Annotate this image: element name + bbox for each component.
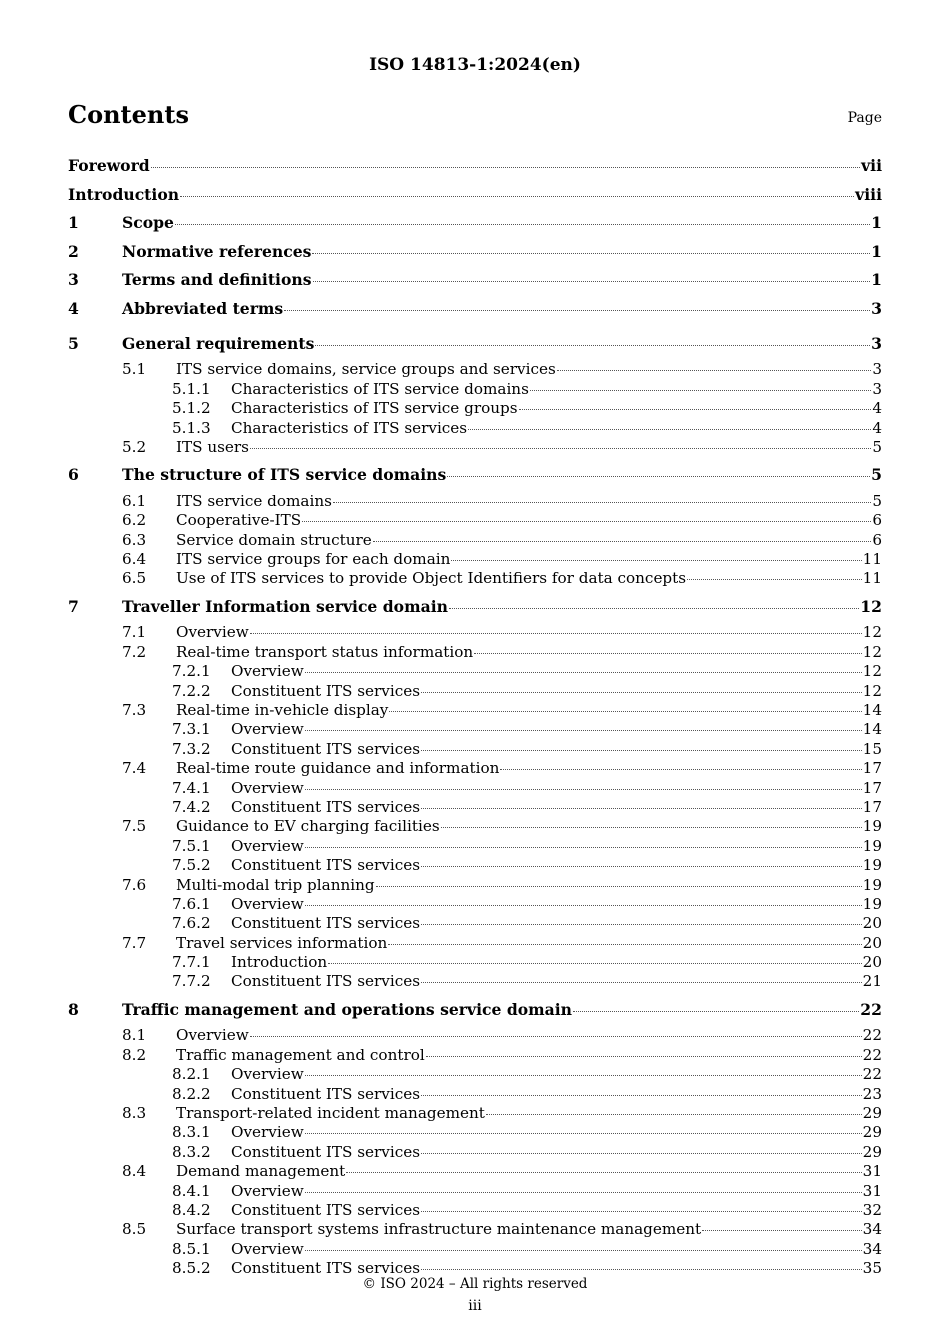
dot-leader (451, 545, 861, 561)
toc-entry-number: 5.1.3 (172, 418, 211, 437)
dot-leader (305, 832, 862, 848)
toc-entry-number: 8.3.2 (172, 1142, 211, 1161)
toc-entry-title: Characteristics of ITS service groups (231, 399, 518, 418)
toc-entry-page: vii (861, 156, 882, 175)
dot-leader (557, 355, 872, 371)
toc-entry-page: 17 (862, 778, 882, 797)
dot-leader (312, 237, 870, 254)
toc-entry-number: 7.5.2 (172, 856, 211, 875)
toc-entry-page: 4 (872, 418, 882, 437)
dot-leader (447, 461, 870, 478)
toc-entry-page: 19 (862, 817, 882, 836)
toc-entry-title: Overview (231, 1239, 304, 1258)
dot-leader (180, 180, 854, 197)
dot-leader (426, 1041, 862, 1057)
toc-entry[interactable] (68, 461, 882, 490)
dot-leader (284, 294, 870, 311)
toc-entry-page: 32 (862, 1200, 882, 1219)
toc-entry-page: 5 (872, 491, 882, 510)
toc-entry-title: General requirements (122, 333, 315, 353)
toc-entry-number: 6.5 (122, 569, 147, 588)
toc-entry-number: 7.7.1 (172, 953, 211, 972)
toc-entry-title: Traffic management and control (176, 1045, 425, 1064)
toc-entry-page: 35 (862, 1259, 882, 1278)
dot-leader (328, 948, 861, 964)
toc-entry-title: Constituent ITS services (231, 1142, 421, 1161)
toc-entry-page: 17 (862, 797, 882, 816)
page-column-label: Page (847, 110, 882, 126)
dot-leader (421, 793, 862, 809)
toc-entry-title: Characteristics of ITS service domains (231, 379, 529, 398)
toc-entry-title: Real-time route guidance and information (176, 759, 500, 778)
dot-leader (302, 506, 871, 522)
toc-entry[interactable] (68, 330, 882, 359)
toc-entry-page: 19 (862, 875, 882, 894)
toc-entry[interactable] (68, 1257, 882, 1276)
toc-entry-title: The structure of ITS service domains (122, 465, 447, 485)
dot-leader (519, 394, 872, 410)
toc-entry-title: Foreword (68, 156, 150, 175)
toc-entry-number: 8.2.1 (172, 1065, 211, 1084)
toc-entry[interactable] (68, 436, 882, 455)
toc-entry-number: 5.1 (122, 360, 147, 379)
toc-entry-page: 3 (872, 360, 882, 379)
toc-entry-title: Use of ITS services to provide Object Identifiers for data concepts (176, 569, 687, 588)
toc-entry-number: 5.1.1 (172, 379, 211, 398)
dot-leader (373, 525, 872, 541)
toc-entry-title: Constituent ITS services (231, 1259, 421, 1278)
toc-entry[interactable] (68, 295, 882, 324)
dot-leader (449, 592, 859, 609)
toc-entry-number: 2 (68, 241, 79, 261)
toc-entry-title: Constituent ITS services (231, 739, 421, 758)
toc-entry-page: 20 (862, 933, 882, 952)
toc-entry-number: 8.2 (122, 1045, 147, 1064)
toc-entry-page: 6 (872, 511, 882, 530)
toc-entry-title: ITS users (176, 437, 249, 456)
toc-entry-number: 8.3.1 (172, 1123, 211, 1142)
dot-leader (313, 266, 871, 283)
toc-entry-number: 7.6 (122, 875, 147, 894)
dot-leader (421, 909, 862, 925)
toc-entry-page: 14 (862, 701, 882, 719)
toc-entry[interactable] (68, 152, 882, 181)
toc-entry-title: Constituent ITS services (231, 797, 421, 816)
dot-leader (702, 1215, 862, 1231)
toc-entry-title: Abbreviated terms (122, 298, 284, 318)
toc-entry-page: 29 (862, 1104, 882, 1123)
toc-entry-number: 7.4.1 (172, 778, 211, 797)
dot-leader (468, 413, 871, 429)
toc-entry-page: 21 (862, 972, 882, 991)
dot-leader (486, 1099, 862, 1115)
toc-entry-title: Overview (176, 623, 249, 642)
toc-entry-number: 7 (68, 596, 79, 616)
toc-entry-title: Demand management (176, 1162, 346, 1181)
document-id-header: ISO 14813-1:2024(en) (369, 55, 581, 75)
toc-entry-number: 5.2 (122, 437, 147, 456)
toc-entry-title: Traffic management and operations service domain (122, 999, 573, 1019)
dot-leader (421, 1079, 862, 1095)
toc-entry-title: Service domain structure (176, 530, 372, 549)
toc-entry-title: ITS service domains (176, 491, 332, 510)
toc-entry-page: 19 (862, 836, 882, 855)
toc-entry-number: 6.1 (122, 491, 147, 510)
dot-leader (305, 773, 862, 789)
dot-leader (421, 851, 862, 867)
toc-entry-title: Normative references (122, 241, 312, 261)
dot-leader (687, 564, 862, 580)
toc-entry-number: 7.3.2 (172, 739, 211, 758)
dot-leader (250, 618, 862, 634)
toc-entry[interactable] (68, 266, 882, 295)
toc-entry-title: Real-time transport status information (176, 642, 474, 661)
toc-entry-page: 12 (860, 596, 882, 616)
toc-entry-number: 7.3.1 (172, 720, 211, 739)
toc-entry-title: Constituent ITS services (231, 1200, 421, 1219)
toc-entry-page: 11 (862, 569, 882, 588)
toc-entry-page: 19 (862, 894, 882, 913)
toc-entry-title: ITS service domains, service groups and services (176, 360, 556, 379)
dot-leader (175, 209, 870, 226)
dot-leader (151, 151, 860, 168)
toc-entry-number: 6.2 (122, 511, 147, 530)
toc-entry-title: Overview (231, 836, 304, 855)
toc-entry-number: 7.4.2 (172, 797, 211, 816)
dot-leader (250, 1021, 862, 1037)
toc-entry-title: Constituent ITS services (231, 856, 421, 875)
dot-leader (500, 754, 861, 770)
toc-entry-title: Traveller Information service domain (122, 596, 448, 616)
dot-leader (421, 676, 862, 692)
toc-entry-page: 34 (862, 1239, 882, 1258)
dot-leader (305, 1176, 862, 1192)
toc-entry-number: 7.2.2 (172, 681, 211, 700)
toc-entry-page: 4 (872, 399, 882, 418)
toc-entry-page: 29 (862, 1142, 882, 1161)
toc-entry-page: 31 (862, 1181, 882, 1200)
toc-entry-number: 7.5 (122, 817, 147, 836)
toc-entry-page: 15 (862, 739, 882, 758)
dot-leader (305, 1235, 862, 1251)
copyright-footer: © ISO 2024 – All rights reserved (362, 1276, 588, 1292)
toc-entry-title: Travel services information (176, 933, 388, 952)
toc-entry-title: Constituent ITS services (231, 914, 421, 933)
dot-leader (305, 1118, 862, 1134)
toc-entry-page: 20 (862, 914, 882, 933)
toc-entry-number: 5 (68, 333, 79, 353)
toc-entry-number: 8.5.2 (172, 1259, 211, 1278)
dot-leader (474, 638, 862, 654)
toc-entry-page: 22 (862, 1026, 882, 1045)
dot-leader (305, 1060, 862, 1076)
dot-leader (421, 1254, 862, 1270)
toc-entry-number: 3 (68, 270, 79, 290)
toc-entry-number: 6.4 (122, 550, 147, 569)
toc-entry-title: Surface transport systems infrastructure maintenance management (176, 1220, 702, 1239)
toc-entry-number: 8.3 (122, 1104, 147, 1123)
toc-entry[interactable] (68, 970, 882, 989)
toc-entry-page: 6 (872, 530, 882, 549)
dot-leader (305, 657, 862, 673)
toc-entry-title: Scope (122, 213, 174, 233)
toc-entry-title: Overview (231, 1123, 304, 1142)
toc-entry-page: 22 (862, 1045, 882, 1064)
toc-entry-number: 8.2.2 (172, 1084, 211, 1103)
dot-leader (530, 375, 871, 391)
toc-entry-page: 12 (862, 681, 882, 700)
dot-leader (305, 715, 862, 731)
toc-entry-number: 6 (68, 465, 79, 485)
toc-entry-title: Overview (176, 1026, 249, 1045)
toc-entry-page: 11 (862, 550, 882, 569)
page-number: iii (468, 1298, 482, 1314)
toc-entry-number: 4 (68, 298, 79, 318)
toc-entry-page: 3 (871, 333, 882, 353)
toc-entry-page: 19 (862, 856, 882, 875)
toc-entry-number: 8.4.2 (172, 1200, 211, 1219)
toc-entry-page: 1 (871, 241, 882, 261)
toc-entry-page: 12 (862, 662, 882, 681)
toc-entry-page: 22 (862, 1065, 882, 1084)
toc-entry-page: 12 (862, 623, 882, 642)
toc-entry-title: Overview (231, 894, 304, 913)
toc-entry-page: 29 (862, 1123, 882, 1142)
contents-title: Contents (68, 100, 189, 129)
toc-entry-number: 7.2.1 (172, 662, 211, 681)
toc-entry-page: 5 (872, 437, 882, 456)
toc-entry-title: ITS service groups for each domain (176, 550, 451, 569)
toc-entry-title: Constituent ITS services (231, 972, 421, 991)
toc-entry-number: 8.4 (122, 1162, 147, 1181)
toc-entry[interactable] (68, 593, 882, 622)
toc-entry-page: 1 (871, 270, 882, 290)
toc-entry[interactable] (68, 238, 882, 267)
dot-leader (250, 433, 871, 449)
dot-leader (573, 995, 859, 1012)
toc-entry-page: 23 (862, 1084, 882, 1103)
toc-entry[interactable] (68, 181, 882, 210)
toc-entry-page: 1 (871, 213, 882, 233)
toc-entry-title: Introduction (231, 953, 328, 972)
toc-entry-number: 7.5.1 (172, 836, 211, 855)
toc-entry-number: 7.2 (122, 642, 147, 661)
dot-leader (421, 735, 862, 751)
dot-leader (421, 1196, 862, 1212)
dot-leader (389, 696, 861, 712)
dot-leader (421, 967, 862, 983)
dot-leader (441, 812, 862, 828)
toc-entry-number: 7.7.2 (172, 972, 211, 991)
toc-entry-number: 7.3 (122, 701, 147, 719)
toc-entry-number: 7.7 (122, 933, 147, 952)
toc-entry-title: Overview (231, 662, 304, 681)
toc-entry-page: 12 (862, 642, 882, 661)
toc-entry-title: Constituent ITS services (231, 1084, 421, 1103)
dot-leader (388, 929, 861, 945)
toc-entry[interactable] (68, 996, 882, 1025)
toc-entry[interactable] (68, 567, 882, 586)
toc-entry-page: 20 (862, 953, 882, 972)
toc-entry-number: 7.4 (122, 759, 147, 778)
toc-entry-page: 5 (871, 465, 882, 485)
toc-entry-number: 7.1 (122, 623, 147, 642)
dot-leader (376, 870, 862, 886)
toc-entry-title: Overview (231, 1065, 304, 1084)
dot-leader (333, 487, 871, 503)
toc-entry-title: Overview (231, 720, 304, 739)
toc-entry-number: 8.1 (122, 1026, 147, 1045)
toc-entry-number: 8 (68, 999, 79, 1019)
toc-entry-page: 17 (862, 759, 882, 778)
toc-entry-number: 8.5.1 (172, 1239, 211, 1258)
toc-entry[interactable] (68, 209, 882, 238)
toc-entry-title: Multi-modal trip planning (176, 875, 375, 894)
toc-entry-title: Guidance to EV charging facilities (176, 817, 440, 836)
toc-entry-number: 7.6.1 (172, 894, 211, 913)
dot-leader (346, 1157, 861, 1173)
toc-entry-number: 5.1.2 (172, 399, 211, 418)
toc-entry-number: 7.6.2 (172, 914, 211, 933)
toc-entry-title: Introduction (68, 184, 180, 204)
toc-entry-number: 1 (68, 213, 79, 233)
toc-entry-page: 31 (862, 1162, 882, 1181)
toc-entry-page: viii (855, 184, 882, 204)
table-of-contents (68, 152, 882, 1276)
toc-entry-number: 8.5 (122, 1220, 147, 1239)
toc-entry-title: Real-time in-vehicle display (176, 701, 389, 719)
toc-entry-page: 14 (862, 720, 882, 739)
toc-entry-page: 34 (862, 1220, 882, 1239)
toc-entry-number: 8.4.1 (172, 1181, 211, 1200)
toc-entry-page: 22 (860, 999, 882, 1019)
dot-leader (305, 890, 862, 906)
toc-entry-title: Overview (231, 1181, 304, 1200)
dot-leader (421, 1138, 862, 1154)
toc-entry-title: Characteristics of ITS services (231, 418, 468, 437)
toc-entry-title: Terms and definitions (122, 270, 312, 290)
toc-entry-page: 3 (871, 298, 882, 318)
toc-entry-title: Cooperative-ITS (176, 511, 302, 530)
toc-entry-page: 3 (872, 379, 882, 398)
toc-entry-title: Overview (231, 778, 304, 797)
toc-entry-title: Transport-related incident management (176, 1104, 485, 1123)
dot-leader (315, 329, 870, 346)
toc-entry-title: Constituent ITS services (231, 681, 421, 700)
toc-entry-number: 6.3 (122, 530, 147, 549)
